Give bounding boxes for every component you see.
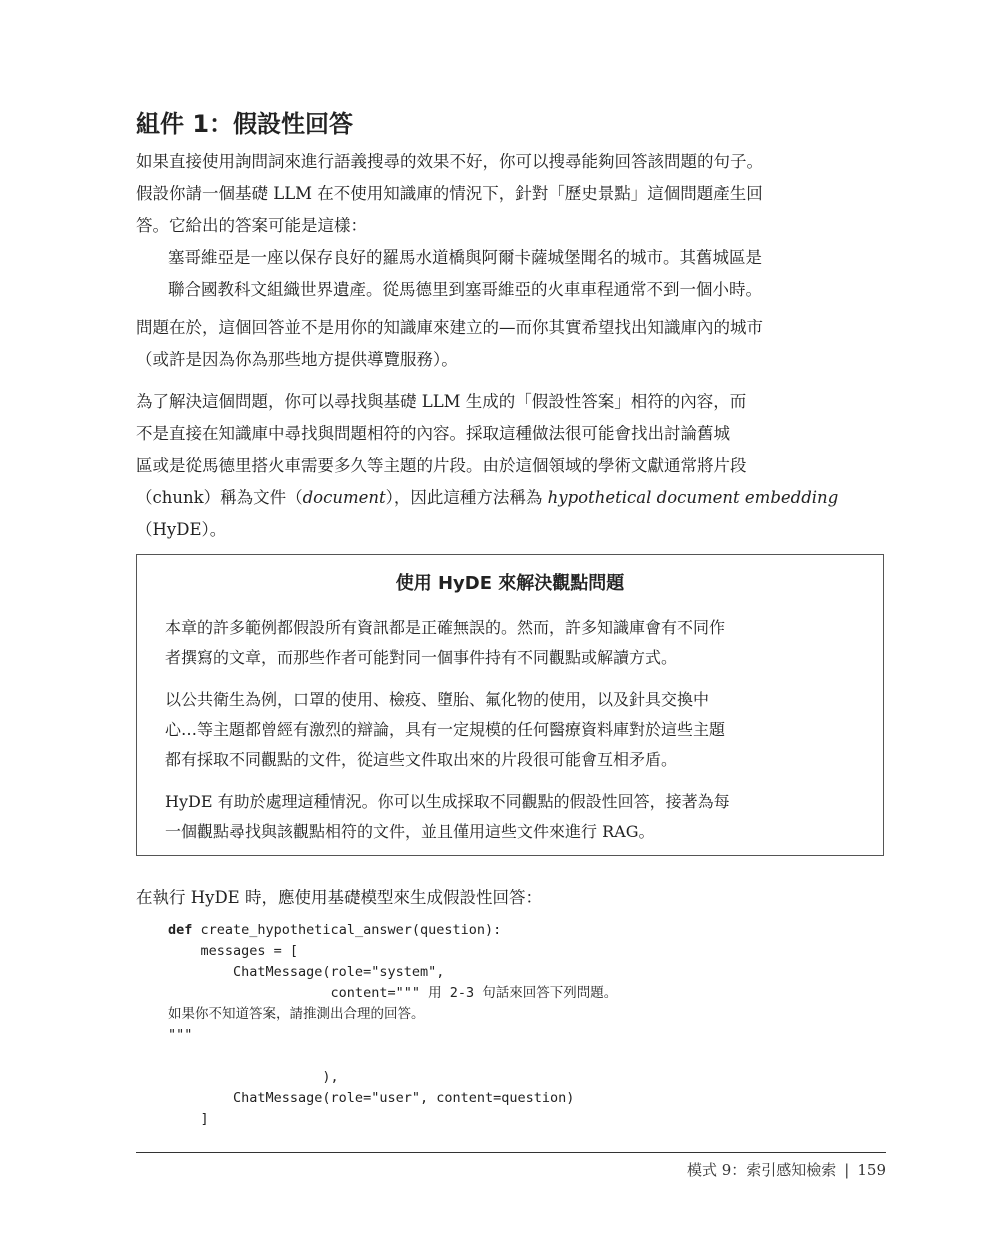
intro-line: 假設你請一個基礎 LLM 在不使用知識庫的情況下，針對「歷史景點」這個問題產生回 (136, 184, 763, 203)
intro-line: 如果直接使用詢問詞來進行語義搜尋的效果不好，你可以搜尋能夠回答該問題的句子。 (136, 152, 763, 171)
sidebar-box (136, 554, 884, 856)
code-line: ChatMessage(role="user", content=question) (168, 1090, 575, 1106)
code-line: messages = [ (168, 943, 299, 959)
quote-line: 聯合國教科文組織世界遺產。從馬德里到塞哥維亞的火車車程通常不到一個小時。 (168, 280, 762, 299)
footer-divider (136, 1152, 886, 1153)
page-footer (687, 1159, 886, 1180)
code-intro-line: 在執行 HyDE 時，應使用基礎模型來生成假設性回答： (136, 888, 542, 907)
solution-line: 為了解決這個問題，你可以尋找與基礎 LLM 生成的「假設性答案」相符的內容，而 (136, 392, 747, 411)
solution-line: 不是直接在知識庫中尋找與問題相符的內容。採取這種做法很可能會找出討論舊城 (136, 424, 730, 443)
code-line: content=""" 用 2-3 句話來回答下列問題。 (168, 985, 618, 1001)
code-line: ] (168, 1111, 209, 1127)
intro-paragraph (136, 146, 888, 242)
problem-paragraph (136, 312, 888, 376)
term-hyde: hypothetical document embedding (547, 488, 839, 507)
problem-line: （或許是因為你為那些地方提供導覽服務）。 (136, 350, 458, 369)
code-line: ), (168, 1069, 339, 1085)
code-line: create_hypothetical_answer(question): (192, 922, 502, 938)
sidebar-paragraph (165, 613, 857, 673)
sidebar-line: 以公共衛生為例，口罩的使用、檢疫、墮胎、氟化物的使用，以及針具交換中 (165, 690, 710, 709)
solution-line: （HyDE）。 (136, 520, 227, 539)
solution-line (136, 482, 888, 514)
example-answer-quote (168, 242, 868, 306)
term-document: document (302, 488, 386, 507)
sidebar-paragraph (165, 787, 857, 847)
sidebar-line: 本章的許多範例都假設所有資訊都是正確無誤的。然而，許多知識庫會有不同作 (165, 618, 726, 637)
code-line: """ (168, 1027, 193, 1043)
page-number: 159 (857, 1161, 886, 1179)
sidebar-line: 都有採取不同觀點的文件，從這些文件取出來的片段很可能會互相矛盾。 (165, 750, 678, 769)
solution-paragraph (136, 386, 888, 546)
sidebar-title: 使用 HyDE 來解決觀點問題 (395, 573, 625, 594)
code-block (168, 920, 868, 1130)
problem-line: 問題在於，這個回答並不是用你的知識庫來建立的—而你其實希望找出知識庫內的城市 (136, 318, 763, 337)
footer-chapter: 模式 9：索引感知檢索 (686, 1161, 837, 1179)
solution-text: （chunk）稱為文件（ (136, 488, 303, 507)
quote-line: 塞哥維亞是一座以保存良好的羅馬水道橋與阿爾卡薩城堡聞名的城市。其舊城區是 (168, 248, 762, 267)
sidebar-line: HyDE 有助於處理這種情況。你可以生成採取不同觀點的假設性回答，接著為每 (165, 792, 730, 811)
section-heading: 組件 1：假設性回答 (136, 110, 354, 138)
sidebar-line: 者撰寫的文章，而那些作者可能對同一個事件持有不同觀點或解讀方式。 (165, 648, 678, 667)
footer-separator: | (844, 1161, 850, 1179)
intro-line: 答。它給出的答案可能是這樣： (136, 216, 367, 235)
code-keyword: def (168, 922, 193, 938)
code-intro-paragraph (136, 882, 888, 914)
code-line: 如果你不知道答案，請推測出合理的回答。 (168, 1006, 425, 1022)
code-line: ChatMessage(role="system", (168, 964, 445, 980)
sidebar-line: 一個觀點尋找與該觀點相符的文件，並且僅用這些文件來進行 RAG。 (165, 822, 655, 841)
solution-text: ），因此這種方法稱為 (385, 488, 548, 507)
sidebar-paragraph (165, 685, 857, 775)
sidebar-line: 心…等主題都曾經有激烈的辯論，具有一定規模的任何醫療資料庫對於這些主題 (165, 720, 726, 739)
solution-line: 區或是從馬德里搭火車需要多久等主題的片段。由於這個領域的學術文獻通常將片段 (136, 456, 747, 475)
